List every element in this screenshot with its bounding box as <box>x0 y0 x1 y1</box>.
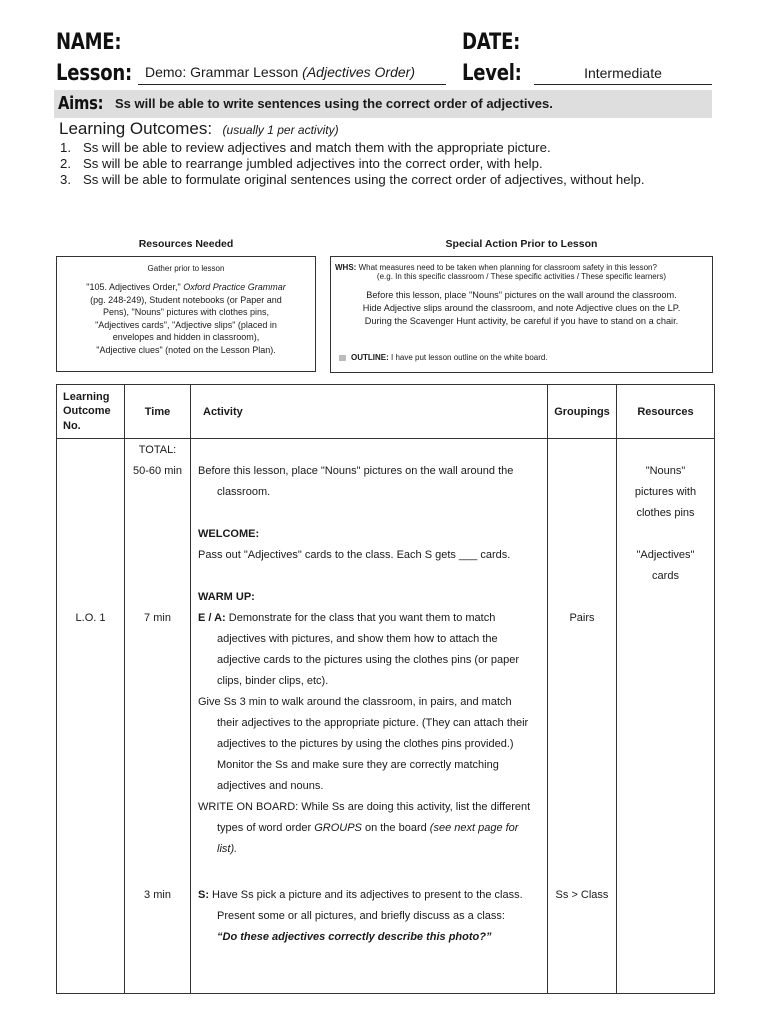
lesson-label: Lesson: <box>56 61 132 86</box>
learning-outcomes-label: Learning Outcomes: <box>59 119 213 138</box>
table-row <box>57 439 715 994</box>
activity-line: types of word order GROUPS on the board (see next page for <box>217 822 519 834</box>
aims-text: Ss will be able to write sentences using the correct order of adjectives. <box>115 96 553 111</box>
activity-line: list). <box>217 843 238 855</box>
special-action-box <box>330 256 713 373</box>
lesson-value: Demo: Grammar Lesson <box>145 64 303 80</box>
level-field <box>534 64 712 85</box>
activity-line: Before this lesson, place "Nouns" pictures on the wall around the <box>198 465 514 477</box>
time-share: 3 min <box>144 889 171 901</box>
learning-outcomes-note: (usually 1 per activity) <box>222 123 339 137</box>
activity-line: S: Have Ss pick a picture and its adjectives to present to the class. <box>198 889 523 901</box>
outline-line: OUTLINE: I have put lesson outline on the white board. <box>339 353 548 363</box>
activity-line: clips, binder clips, etc). <box>217 675 329 687</box>
welcome-label: WELCOME: <box>198 528 260 540</box>
activity-cell <box>191 439 548 994</box>
resources-needed-subtitle: Gather prior to lesson <box>147 264 225 273</box>
time-total-label: TOTAL: <box>138 444 177 456</box>
activity-line: Give Ss 3 min to walk around the classroom, in pairs, and match <box>198 696 512 708</box>
learning-outcome-item: 3. Ss will be able to formulate original sentences using the correct order of adjectives, without help. <box>60 172 645 187</box>
resources-needed-title: Resources Needed <box>138 238 234 250</box>
resources-cell <box>617 439 715 994</box>
name-label: NAME: <box>56 30 122 55</box>
time-cell <box>125 439 191 994</box>
lesson-field <box>138 64 446 85</box>
header-lo: Learning Outcome No. <box>57 385 125 439</box>
time-total: 50-60 min <box>133 465 182 477</box>
time-warmup: 7 min <box>144 612 171 624</box>
resources-needed-list: "105. Adjectives Order," Oxford Practice Grammar (pg. 248-249), Student notebooks (or Paper and Pens), "Nouns" pictures with clothes pins, "Adjectives cards", "Adjective slips" (placed in envelopes and hidden in classroom), "Adjective clues" (noted on the Lesson Plan). <box>86 282 286 355</box>
aims-bar <box>54 90 712 118</box>
activity-line: E / A: Demonstrate for the class that you want them to match <box>198 612 496 624</box>
checkbox-icon <box>339 355 346 361</box>
special-action-body: Before this lesson, place "Nouns" pictures on the wall around the classroom. Hide Adjective slips around the classroom, and note Adjective clues on the LP. During the Scavenger Hunt activity, be careful if you have to stand on a chair. <box>362 290 681 326</box>
resource-adjectives: "Adjectives" cards <box>636 549 695 582</box>
lesson-plan-table <box>56 384 715 994</box>
activity-quote: “Do these adjectives correctly describe this photo?” <box>217 931 492 943</box>
lesson-value-italic: (Adjectives Order) <box>302 64 415 80</box>
aims-label: Aims: <box>58 93 104 114</box>
lo-value: L.O. 1 <box>75 612 106 624</box>
level-value: Intermediate <box>584 65 662 81</box>
learning-outcomes-heading <box>59 119 339 139</box>
activity-line: adjectives and nouns. <box>217 780 324 792</box>
activity-line: adjectives with pictures, and show them how to attach the <box>217 633 498 645</box>
header-activity: Activity <box>191 385 548 439</box>
header-groupings: Groupings <box>548 385 617 439</box>
activity-line: Pass out "Adjectives" cards to the class. Each S gets ___ cards. <box>198 549 511 561</box>
activity-line: classroom. <box>217 486 271 498</box>
date-label: DATE: <box>462 30 521 55</box>
activity-line: WRITE ON BOARD: While Ss are doing this activity, list the different <box>198 801 531 813</box>
whs-question: WHS: What measures need to be taken when planning for classroom safety in this lesson? <box>335 263 657 272</box>
grouping-class: Ss > Class <box>555 889 609 901</box>
activity-line: Monitor the Ss and make sure they are correctly matching <box>217 759 499 771</box>
table-header-row <box>57 385 715 439</box>
header-time: Time <box>125 385 191 439</box>
activity-line: Present some or all pictures, and briefly discuss as a class: <box>217 910 505 922</box>
resource-nouns: "Nouns" pictures with clothes pins <box>634 465 697 519</box>
special-action-title: Special Action Prior to Lesson <box>445 238 598 250</box>
groupings-cell <box>548 439 617 994</box>
learning-outcome-item: 1. Ss will be able to review adjectives and match them with the appropriate picture. <box>60 140 551 155</box>
lo-cell <box>57 439 125 994</box>
level-label: Level: <box>462 61 522 86</box>
resources-needed-box <box>56 256 316 372</box>
grouping-pairs: Pairs <box>569 612 595 624</box>
header-resources: Resources <box>617 385 715 439</box>
learning-outcome-item: 2. Ss will be able to rearrange jumbled adjectives into the correct order, with help. <box>60 156 543 171</box>
warmup-label: WARM UP: <box>198 591 255 603</box>
learning-outcomes-list <box>60 140 645 188</box>
whs-example: (e.g. In this specific classroom / These specific activities / These specific learners) <box>376 272 667 281</box>
activity-line: adjectives to the pictures by using the clothes pins provided.) <box>217 738 514 750</box>
activity-line: adjective cards to the pictures using the clothes pins (or paper <box>217 654 520 666</box>
activity-line: their adjectives to the appropriate picture. (They can attach their <box>217 717 529 729</box>
